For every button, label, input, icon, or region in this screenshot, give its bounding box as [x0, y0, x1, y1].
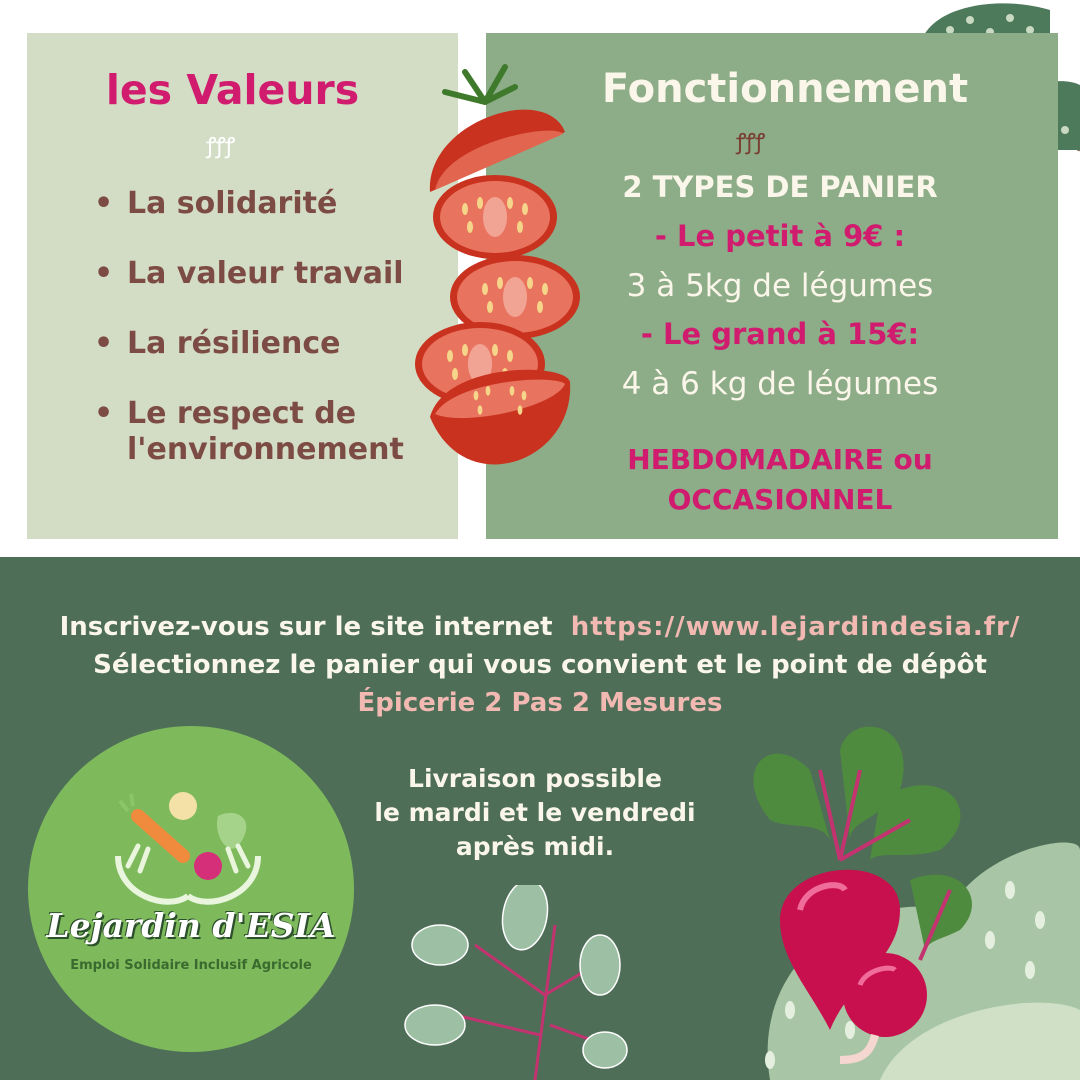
logo-badge — [28, 726, 354, 1052]
small-basket-detail: 3 à 5kg de légumes — [626, 268, 934, 304]
delivery-line-1: Livraison possible — [408, 764, 662, 793]
delivery-text — [330, 762, 740, 864]
hands-vegetables-icon — [88, 776, 288, 916]
pickup-point-text: Épicerie 2 Pas 2 Mesures — [357, 688, 723, 718]
operation-title: Fonctionnement — [601, 66, 969, 112]
swirl-ornament: ꝭꝭꝭ — [736, 130, 765, 155]
signup-text: Inscrivez-vous sur le site internet — [59, 612, 553, 642]
value-item-environnement — [92, 396, 404, 468]
frequency-line-2: OCCASIONNEL — [667, 483, 893, 516]
signup-line — [40, 612, 1040, 642]
value-item-line-1: Le respect de — [127, 396, 357, 431]
value-item-solidarite: • La solidarité — [92, 186, 404, 222]
logo-wordmark: Lejardin d'ESIA — [46, 906, 336, 945]
value-item-resilience: • La résilience — [92, 326, 404, 362]
large-basket-price: - Le grand à 15€: — [640, 317, 920, 351]
values-title: les Valeurs — [105, 66, 360, 114]
frequency-text — [560, 440, 1000, 520]
select-basket-text: Sélectionnez le panier qui vous convient et le point de dépôt — [93, 650, 987, 680]
delivery-line-2: le mardi et le vendredi — [374, 798, 696, 827]
frequency-line-1: HEBDOMADAIRE ou — [627, 443, 933, 476]
website-link[interactable]: https://www.lejardindesia.fr/ — [570, 612, 1021, 642]
small-basket-price: - Le petit à 9€ : — [654, 219, 906, 253]
value-item-travail: • La valeur travail — [92, 256, 404, 292]
values-list — [92, 186, 404, 468]
basket-types-heading: 2 TYPES DE PANIER — [622, 170, 938, 204]
large-basket-detail: 4 à 6 kg de légumes — [621, 366, 939, 402]
beetroot-illustration — [710, 710, 1080, 1080]
logo-subtitle: Emploi Solidaire Inclusif Agricole — [70, 958, 312, 973]
value-item-line-2: l'environnement — [127, 432, 404, 467]
swirl-ornament: ꝭꝭꝭ — [206, 134, 235, 159]
delivery-line-3: après midi. — [455, 832, 615, 861]
leaves-illustration — [395, 885, 635, 1080]
